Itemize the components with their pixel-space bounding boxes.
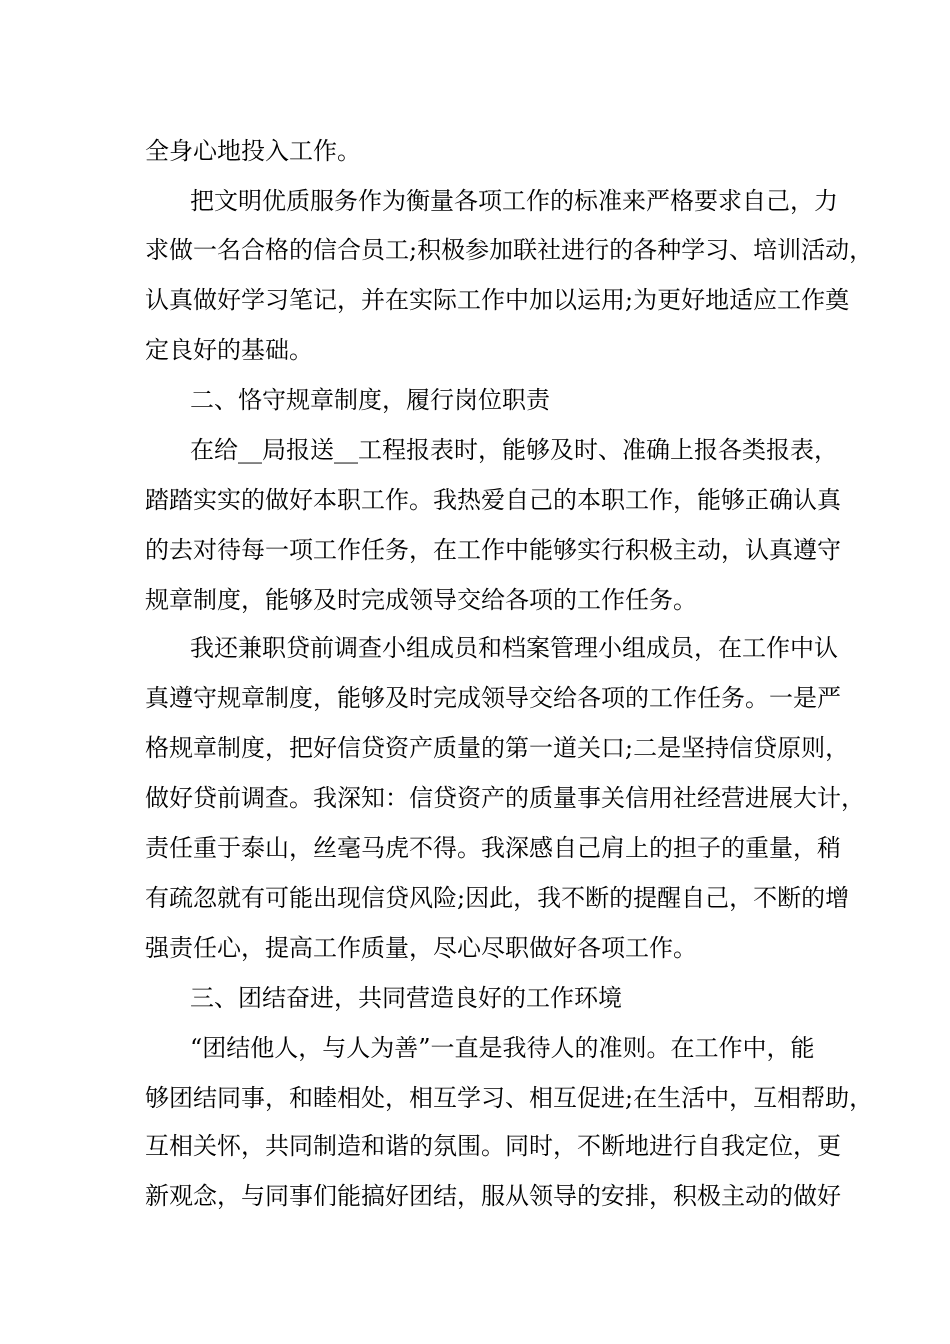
paragraph-line: 的去对待每一项工作任务，在工作中能够实行积极主动，认真遵守 [145, 536, 841, 564]
paragraph-line: 规章制度，能够及时完成领导交给各项的工作任务。 [145, 586, 697, 614]
paragraph-line: 踏踏实实的做好本职工作。我热爱自己的本职工作，能够正确认真 [145, 486, 841, 514]
paragraph-line: 互相关怀，共同制造和谐的氛围。同时，不断地进行自我定位，更 [145, 1132, 841, 1160]
paragraph-line: 我还兼职贷前调查小组成员和档案管理小组成员，在工作中认 [190, 634, 838, 662]
paragraph-line: 新观念，与同事们能搞好团结，服从领导的安排，积极主动的做好 [145, 1182, 841, 1210]
paragraph-line: 全身心地投入工作。 [145, 137, 361, 165]
paragraph-line: 强责任心，提高工作质量，尽心尽职做好各项工作。 [145, 934, 697, 962]
paragraph-line: 在给__局报送__工程报表时，能够及时、准确上报各类报表， [190, 436, 838, 464]
paragraph-line: 求做一名合格的信合员工;积极参加联社进行的各种学习、培训活动， [145, 236, 874, 264]
paragraph-line: 把文明优质服务作为衡量各项工作的标准来严格要求自己，力 [190, 187, 838, 215]
section-heading: 二、恪守规章制度，履行岗位职责 [190, 386, 550, 414]
paragraph-line: 定良好的基础。 [145, 336, 313, 364]
paragraph-line: 做好贷前调查。我深知：信贷资产的质量事关信用社经营进展大计， [145, 784, 865, 812]
paragraph-line: 有疏忽就有可能出现信贷风险;因此，我不断的提醒自己，不断的增 [145, 884, 850, 912]
paragraph-line: 格规章制度，把好信贷资产质量的第一道关口;二是坚持信贷原则， [145, 734, 850, 762]
paragraph-line: 真遵守规章制度，能够及时完成领导交给各项的工作任务。一是严 [145, 684, 841, 712]
section-heading: 三、团结奋进，共同营造良好的工作环境 [190, 984, 622, 1012]
paragraph-line: “团结他人，与人为善”一直是我待人的准则。在工作中，能 [190, 1034, 815, 1062]
paragraph-line: 责任重于泰山，丝毫马虎不得。我深感自己肩上的担子的重量，稍 [145, 834, 841, 862]
paragraph-line: 够团结同事，和睦相处，相互学习、相互促进;在生活中，互相帮助， [145, 1084, 874, 1112]
paragraph-line: 认真做好学习笔记，并在实际工作中加以运用;为更好地适应工作奠 [145, 286, 850, 314]
